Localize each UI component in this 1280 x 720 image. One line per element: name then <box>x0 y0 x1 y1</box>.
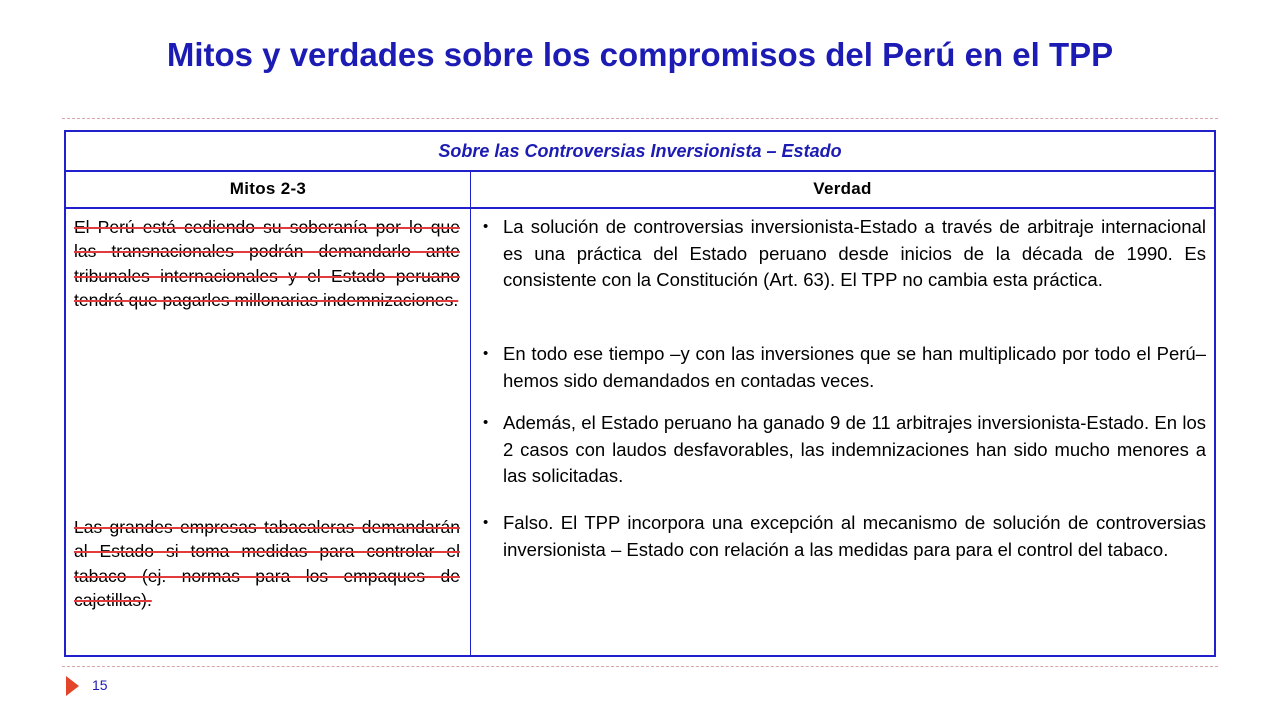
truth-item <box>483 214 1206 294</box>
bottom-divider <box>62 666 1218 667</box>
truth-text: En todo ese tiempo –y con las inversiones que se han multiplicado por todo el Perú– hemos sido demandados en contadas veces. <box>503 343 1206 391</box>
bullet-icon: • <box>483 414 489 431</box>
truth-item <box>483 341 1206 394</box>
table-heading: Sobre las Controversias Inversionista – Estado <box>66 132 1214 172</box>
myths-cell <box>66 207 471 655</box>
page-number: 15 <box>92 677 108 693</box>
triangle-marker-icon <box>66 676 79 696</box>
column-header-truth: Verdad <box>813 178 872 198</box>
truth-text: Falso. El TPP incorpora una excepción al mecanismo de solución de controversias inversionista – Estado con relación a las medidas para para el control del tabaco. <box>503 512 1206 560</box>
table-column-headers <box>66 170 1214 209</box>
bullet-icon: • <box>483 345 489 362</box>
top-divider <box>62 118 1218 119</box>
myths-truth-table <box>64 130 1216 657</box>
bullet-icon: • <box>483 218 489 235</box>
myth-item: Las grandes empresas tabacaleras demandarán al Estado si toma medidas para controlar el tabaco (ej. normas para los empaques de cajetillas). <box>74 517 460 610</box>
truth-cell <box>471 207 1214 655</box>
myth-item: El Perú está cediendo su soberanía por lo que las transnacionales podrán demandarlo ante tribunales internacionales y el Estado peruano tendrá que pagarles millonarias indemnizaciones. <box>74 217 460 310</box>
slide-title: Mitos y verdades sobre los compromisos del Perú en el TPP <box>166 36 1114 73</box>
truth-item <box>483 410 1206 490</box>
truth-text: Además, el Estado peruano ha ganado 9 de 11 arbitrajes inversionista-Estado. En los 2 casos con laudos desfavorables, las indemnizaciones han sido mucho menores a las solicitadas. <box>503 412 1206 486</box>
column-header-myths: Mitos 2-3 <box>66 170 471 207</box>
truth-text: La solución de controversias inversionista-Estado a través de arbitraje internacional es una práctica del Estado peruano desde inicios de la década de 1990. Es consistente con la Constitución (Art. 63). El TPP no cambia esta práctica. <box>503 216 1206 290</box>
bullet-icon: • <box>483 514 489 531</box>
truth-item <box>483 510 1206 563</box>
